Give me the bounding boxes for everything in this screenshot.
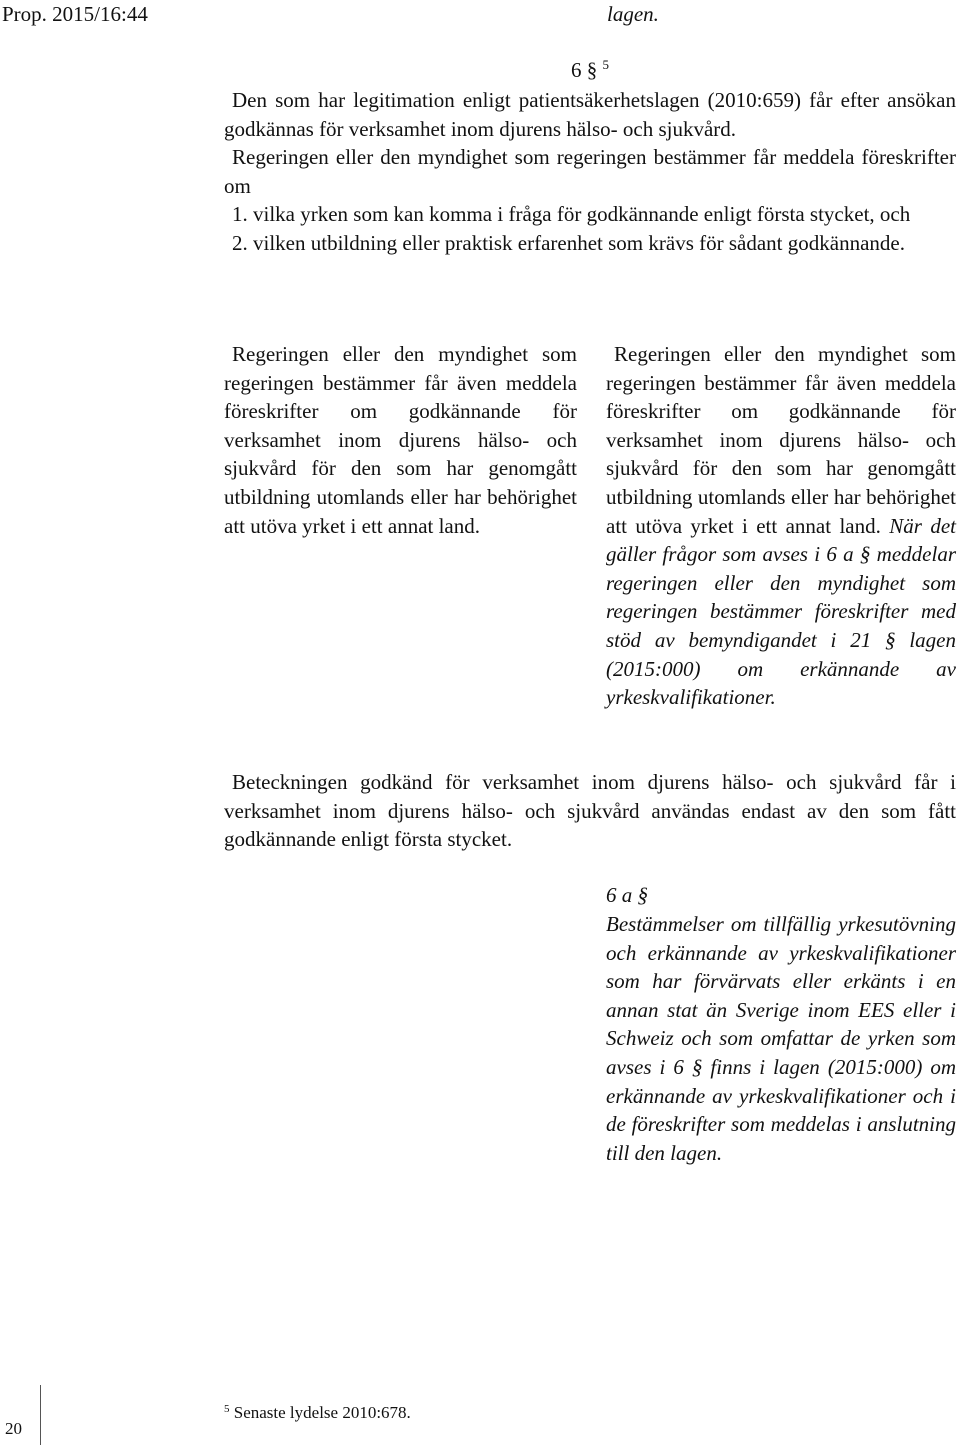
section-6a-text: Bestämmelser om tillfällig yrkesutövning och erkännande av yrkeskvalifikationer som har förvärvats eller erkänts i en annan stat än Sverige inom EES eller i Schweiz och som omfattar de yrken som avses i 6 § finns i lagen (2015:000) om erkännande av yrkeskvalifikationer och i de föreskrifter som meddelas i anslutning till den lagen. — [606, 912, 956, 1165]
current-wording-paragraph: Regeringen eller den myndighet som regeringen bestämmer får även meddela föreskrifter om godkännande för verksamhet inom djurens hälso- och sjukvård för den som har genomgått utbildning utomlands eller har behörighet att utöva yrket i ett annat land. — [224, 342, 577, 538]
section-heading-6 — [571, 56, 631, 85]
paragraph-2: Regeringen eller den myndighet som regeringen bestämmer får meddela föreskrifter om — [224, 145, 956, 198]
section-heading-6a: 6 a § — [606, 883, 648, 907]
paragraph-1: Den som har legitimation enligt patientsäkerhetslagen (2010:659) får efter ansökan godkännas för verksamhet inom djurens hälso- och sjukvård. — [224, 88, 956, 141]
list-item-1: 1. vilka yrken som kan komma i fråga för godkännande enligt första stycket, och — [232, 202, 911, 227]
footnote — [224, 1401, 411, 1425]
section-6-closing-text — [224, 768, 956, 854]
proposed-added-text: När det gäller frågor som avses i 6 a § meddelar regeringen eller den myndighet som regeringen bestämmer föreskrifter med stöd av bemyndigandet i 21 § lagen (2015:000) om erkännande av yrkeskvalifikationer. — [606, 513, 957, 710]
footnote-number: 5 — [224, 1403, 230, 1415]
document-reference: Prop. 2015/16:44 — [2, 2, 148, 26]
proposed-wording-paragraph — [606, 340, 956, 712]
running-text-continuation: lagen. — [607, 2, 659, 26]
section-6-full-width-text — [224, 86, 956, 258]
proposed-wording-column — [606, 340, 956, 712]
page-number: 20 — [5, 1419, 22, 1438]
footnote-text: Senaste lydelse 2010:678. — [233, 1403, 411, 1422]
footnote-reference: 5 — [602, 57, 609, 72]
margin-divider — [40, 1385, 41, 1445]
proposed-unchanged-text: Regeringen eller den myndighet som regeringen bestämmer får även meddela föreskrifter om godkännande för verksamhet inom djurens hälso- och sjukvård för den som har genomgått utbildning utomlands eller har behörighet att utöva yrket i ett annat land. — [606, 342, 956, 538]
list-item-2: 2. vilken utbildning eller praktisk erfarenhet som krävs för sådant godkännande. — [232, 230, 905, 255]
section-label: 6 § — [571, 58, 598, 82]
paragraph-closing: Beteckningen godkänd för verksamhet inom djurens hälso- och sjukvård får i verksamhet inom djurens hälso- och sjukvård användas endast av den som fått godkännande enligt första stycket. — [224, 770, 956, 852]
current-wording-column — [224, 340, 577, 540]
